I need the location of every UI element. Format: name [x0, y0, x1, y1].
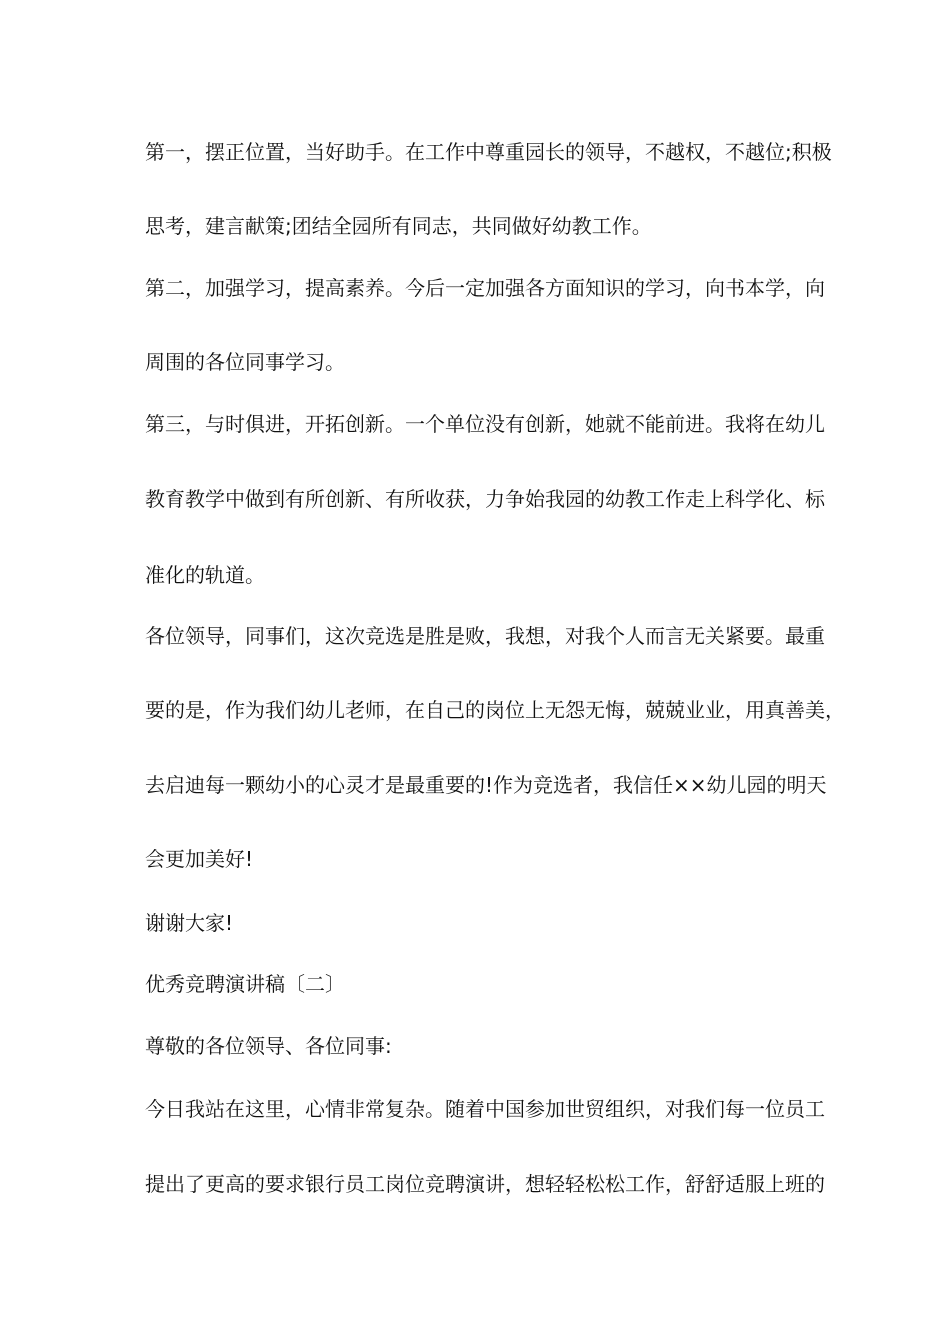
- salutation: 尊敬的各位领导、各位同事:: [145, 1034, 392, 1058]
- text-line: 今日我站在这里，心情非常复杂。随着中国参加世贸组织，对我们每一位员工: [145, 1097, 825, 1121]
- text-line: 周围的各位同事学习。: [145, 350, 345, 374]
- text-line: 去启迪每一颗幼小的心灵才是最重要的!作为竞选者，我信任××幼儿园的明天: [145, 773, 827, 797]
- text-line: 准化的轨道。: [145, 563, 265, 587]
- text-line: 第三，与时俱进，开拓创新。一个单位没有创新，她就不能前进。我将在幼儿: [145, 412, 825, 436]
- text-line: 要的是，作为我们幼儿老师，在自己的岗位上无怨无悔，兢兢业业，用真善美，: [145, 698, 845, 722]
- text-line: 各位领导，同事们，这次竞选是胜是败，我想，对我个人而言无关紧要。最重: [145, 624, 825, 648]
- text-line: 思考，建言献策;团结全园所有同志，共同做好幼教工作。: [145, 214, 652, 238]
- text-line: 谢谢大家!: [145, 911, 234, 935]
- section-heading: 优秀竞聘演讲稿〔二〕: [145, 972, 345, 996]
- text-line: 提出了更高的要求银行员工岗位竞聘演讲，想轻轻松松工作，舒舒适服上班的: [145, 1172, 825, 1196]
- text-line: 教育教学中做到有所创新、有所收获，力争始我园的幼教工作走上科学化、标: [145, 487, 825, 511]
- text-line: 第一，摆正位置，当好助手。在工作中尊重园长的领导，不越权，不越位;积极: [145, 140, 832, 164]
- text-line: 会更加美好!: [145, 847, 254, 871]
- text-line: 第二，加强学习，提高素养。今后一定加强各方面知识的学习，向书本学，向: [145, 276, 825, 300]
